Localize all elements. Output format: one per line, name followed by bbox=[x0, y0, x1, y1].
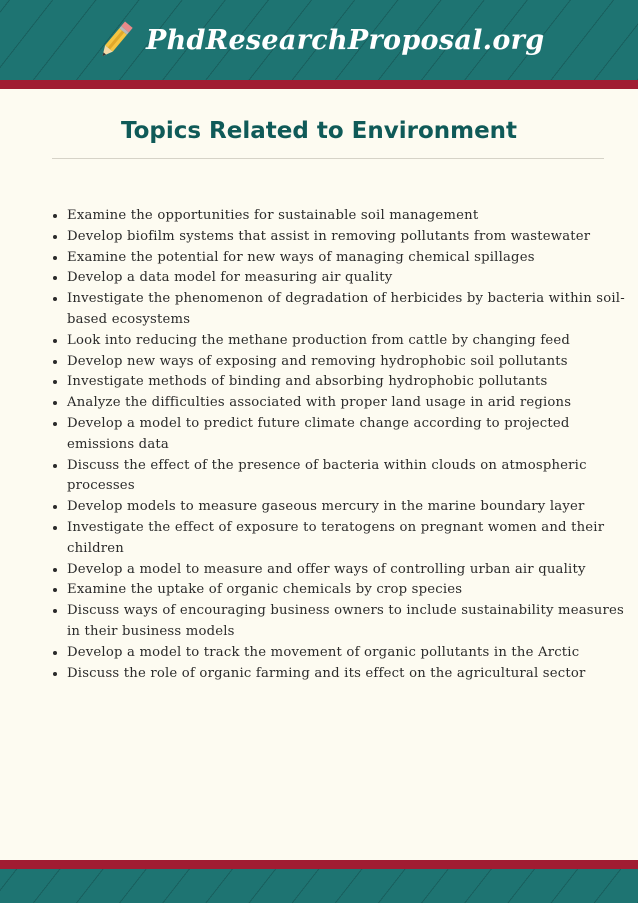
page-title: Topics Related to Environment bbox=[120, 118, 518, 144]
list-item: • Discuss the effect of the presence of bacteria within clouds on atmospheric processes bbox=[67, 456, 627, 498]
header-stripe bbox=[0, 80, 638, 89]
list-item: • Investigate the effect of exposure to teratogens on pregnant women and their children bbox=[67, 518, 627, 560]
topic-list bbox=[50, 206, 627, 684]
title-divider bbox=[52, 158, 604, 159]
list-item: • Develop new ways of exposing and removing hydrophobic soil pollutants bbox=[67, 352, 627, 373]
list-item: • Investigate the phenomenon of degradation of herbicides by bacteria within soil-based ecosystems bbox=[67, 289, 627, 331]
list-item: • Develop a model to predict future climate change according to projected emissions data bbox=[67, 414, 627, 456]
list-item: • Develop a data model for measuring air quality bbox=[67, 268, 627, 289]
list-item: • Develop models to measure gaseous mercury in the marine boundary layer bbox=[67, 497, 627, 518]
list-item: • Develop biofilm systems that assist in removing pollutants from wastewater bbox=[67, 227, 627, 248]
list-item: • Investigate methods of binding and absorbing hydrophobic pollutants bbox=[67, 372, 627, 393]
footer-stripe bbox=[0, 860, 638, 869]
footer-banner bbox=[0, 869, 638, 903]
site-logo[interactable] bbox=[92, 14, 544, 66]
list-item: • Analyze the difficulties associated with proper land usage in arid regions bbox=[67, 393, 627, 414]
list-item: • Examine the opportunities for sustainable soil management bbox=[67, 206, 627, 227]
logo-text: PhdResearchProposal.org bbox=[146, 24, 545, 56]
list-item: • Look into reducing the methane production from cattle by changing feed bbox=[67, 331, 627, 352]
header-banner bbox=[0, 0, 638, 80]
list-item: • Examine the uptake of organic chemicals by crop species bbox=[67, 580, 627, 601]
list-item: • Discuss ways of encouraging business owners to include sustainability measures in their business models bbox=[67, 601, 627, 643]
list-item: • Discuss the role of organic farming and its effect on the agricultural sector bbox=[67, 664, 627, 685]
pencil-icon bbox=[92, 16, 140, 64]
list-item: • Examine the potential for new ways of managing chemical spillages bbox=[67, 248, 627, 269]
list-item: • Develop a model to track the movement of organic pollutants in the Arctic bbox=[67, 643, 627, 664]
list-item: • Develop a model to measure and offer ways of controlling urban air quality bbox=[67, 560, 627, 581]
